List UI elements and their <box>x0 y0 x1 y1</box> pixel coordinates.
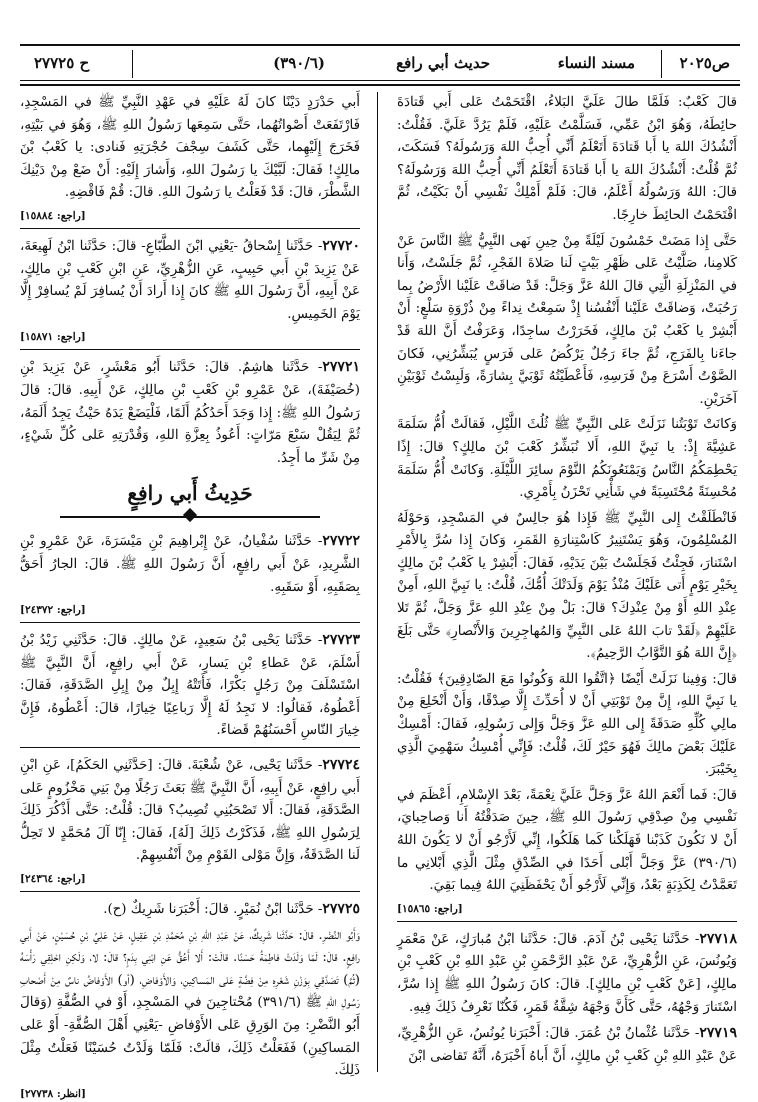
hadith-27718 <box>397 928 737 1019</box>
paragraph: أَبي حَدْرَدٍ دَيْنًا كانَ لَهُ عَلَيْهِ في عَهْدِ النَّبِيِّ ﷺ في المَسْجِدِ، فَارْتَفَعَتْ أَصْواتُهُما، حَتَّى سَمِعَها رَسُولُ اللهِ ﷺ، وَهُوَ في بَيْتِهِ، فَخَرَجَ إِلَيْهِما، حَتَّى كَشَفَ سِجْفَ حُجْرَتِهِ فَنادى: يا كَعْبُ بْنَ مالِكٍ! فَقالَ: لَبَّيْكَ يا رَسُولَ اللهِ، وَأَشارَ إِلَيْهِ: أَنْ ضَعْ مِنْ دَيْنِكَ الشَّطْرَ، قالَ: قَدْ فَعَلْتُ يا رَسُولَ اللهِ. قالَ: قُمْ فَاقْضِهِ. <box>20 95 360 201</box>
paragraph: قالَ: وَفِينا نَزَلَتْ أَيْضًا ﴿اتَّقُوا اللهَ وَكُونُوا مَعَ الصّادِقِينَ﴾ فَقُلْتُ: يا نَبِيَّ اللهِ، إِنَّ مِنْ تَوْبَتِي أَنْ لا أُحَدِّثَ إِلَّا صِدْقًا، وَأَنْ أَنْخَلِعَ مِنْ مالِي كُلِّهِ صَدَقَةً إِلى اللهِ عَزَّ وَجَلَّ وَإِلى رَسُولِهِ، فَقالَ: أَمْسِكْ عَلَيْكَ بَعْضَ مالِكَ فَهُوَ خَيْرٌ لَكَ، قُلْتُ: فَإِنِّي أُمْسِكُ سَهْمِيَ الَّذِي بِخَيْبَرَ. <box>397 671 737 778</box>
page-header <box>20 44 740 86</box>
hadith-title: حديث أبي رافع <box>396 54 490 72</box>
hadith-number: ٢٧٧٢٣ <box>322 632 360 649</box>
hadith-text: - حَدَّثَنا يَحْيى، عَنْ شُعْبَةَ. قالَ: [حَدَّثَنِي الحَكَمُ]، عَنِ ابْنِ أَبي رافِعٍ، عَنْ أَبِيهِ، أَنَّ النَّبِيَّ ﷺ بَعَثَ رَجُلًا مِنْ بَنِي مَخْزُومٍ عَلى الصَّدَقَةِ، فَقالَ: أَلا تَصْحَبُنِي تُصِيبُ؟ قالَ: قُلْتُ: حَتَّى أَذْكُرَ ذَلِكَ لِرَسُولِ اللهِ ﷺ، فَذَكَرْتُ ذَلِكَ [لَهُ]، فَقالَ: إِنّا آلَ مُحَمَّدٍ لا تَحِلُّ لَنا الصَّدَقَةُ، وَإِنَّ مَوْلى القَوْمِ مِنْ أَنْفُسِهِمْ. <box>20 758 360 864</box>
hadith-text: - حَدَّثَنا هاشِمٌ. قالَ: حَدَّثَنا أَبُو مَعْشَرٍ، عَنْ يَزِيدَ بْنِ (خُصَيْفَةَ)، عَنْ عَمْرِو بْنِ كَعْبِ بْنِ مالِكٍ، عَنْ أَبِيهِ. قالَ: قالَ رَسُولُ اللهِ ﷺ: إِذا وَجَدَ أَحَدُكُمُ أَلَمًا، فَلْيَضَعْ يَدَهُ حَيْثُ يَجِدُ أَلَمَهُ، ثُمَّ لِيَقُلْ سَبْعَ مَرّاتٍ: أَعُوذُ بِعِزَّةِ اللهِ، وَقُدْرَتِهِ عَلى كُلِّ شَيْءٍ، مِنْ شَرِّ ما أَجِدُ. <box>20 360 360 466</box>
hadith-text: - حَدَّثَنا سُفْيانُ، عَنْ إِبْراهِيمَ بْنِ مَيْسَرَةَ، عَنْ عَمْرِو بْنِ الشَّرِيدِ، عَنْ أَبي رافِعٍ، أَنَّ رَسُولَ اللهِ ﷺ. قالَ: الجارُ أَحَقُّ بِصَقَبِهِ، أَوْ سَقَبِهِ. <box>20 534 360 595</box>
hadith-27721 <box>20 356 360 470</box>
separator-rule <box>20 349 360 350</box>
page-number: ص٢٠٢٥ <box>679 54 730 72</box>
hadith-27723 <box>20 629 360 743</box>
hadith-text: - حَدَّثَنا يَحْيى بْنُ آدَمَ. قالَ: حَدَّثَنا ابْنُ مُبارَكٍ، عَنْ مَعْمَرٍ وَيُونُسَ، عَنِ الزُّهْرِيِّ، عَنْ عَبْدِ الرَّحْمَنِ بْنِ عَبْدِ اللهِ بْنِ كَعْبِ بْنِ مالِكٍ، [عَنْ كَعْبِ بْنِ مالِكٍ]. قالَ: كانَ رَسُولُ اللهِ ﷺ إِذا سُرَّ، اسْتَنارَ وَجْهُهُ، حَتَّى كَأَنَّ وَجْهَهُ شِقَّةُ قَمَرٍ، فَكُنّا نَعْرِفُ ذَلِكَ فِيهِ. <box>397 931 737 1015</box>
header-separator <box>132 50 133 78</box>
right-column <box>397 92 737 1077</box>
separator-rule <box>20 891 360 892</box>
reference-note: [راجع: ١٥٨٧١] <box>20 331 86 344</box>
reference-note: [راجع: ١٥٨٦٥] <box>397 902 463 915</box>
hadith-text: - حَدَّثَنا ابْنُ نُمَيْرٍ. قالَ: أَخْبَرَنا شَرِيكٌ (ح). <box>103 902 323 918</box>
paragraph: قالَ كَعْبٌ: فَلَمَّا طالَ عَلَيَّ البَلاءُ، اقْتَحَمْتُ عَلى أَبي قَتادَةَ حائِطَهُ، وَهُوَ ابْنُ عَمِّي، فَسَلَّمْتُ عَلَيْهِ، فَلَمْ يَرُدَّ عَلَيَّ. فَقُلْتُ: أَنْشُدُكَ اللهَ يا أَبا قَتادَةَ أَتَعْلَمُ أَنِّي أُحِبُّ اللهَ وَرَسُولَهُ؟ فَسَكَتَ، ثُمَّ قُلْتُ: أَنْشُدُكَ اللهَ يا أَبا قَتادَةَ أَتَعْلَمُ أَنِّي أُحِبُّ اللهَ وَرَسُولَهُ؟ قالَ: اللهُ وَرَسُولُهُ أَعْلَمُ، قالَ: فَلَمْ أَمْلِكْ نَفْسِي أَنْ بَكَيْتُ، ثُمَّ اقْتَحَمْتُ الحائِطَ خارِجًا. <box>397 95 737 223</box>
hadith-text: - حَدَّثَنا يَحْيى بْنُ سَعِيدٍ، عَنْ مالِكٍ. قالَ: حَدَّثَنِي زَيْدُ بْنُ أَسْلَمَ، عَنْ عَطاءِ بْنِ يَسارٍ، عَنْ أَبي رافِعٍ، أَنَّ النَّبِيَّ ﷺ اسْتَسْلَفَ مِنْ رَجُلٍ بَكْرًا، فَأَتَتْهُ إِبِلٌ مِنْ إِبِلِ الصَّدَقَةِ، فَقالَ: أَعْطُوهُ، فَقالُوا: لا نَجِدُ لَهُ إِلَّا رَباعِيًا خِيارًا، قالَ: أَعْطُوهُ، فَإِنَّ خِيارَ النّاسِ أَحْسَنُهُمْ قَضاءً. <box>20 633 360 739</box>
paragraph: وَكانَتْ تَوْبَتُنا نَزَلَتْ عَلى النَّبِيِّ ﷺ ثُلُثَ اللَّيْلِ، فَقالَتْ أُمُّ سَلَمَةَ عَشِيَّةَ إِذْ: يا نَبِيَّ اللهِ، أَلا نُبَشِّرُ كَعْبَ بْنَ مالِكٍ؟ قالَ: إِذًا يَحْطِمَكُمُ النَّاسُ وَيَمْنَعُونَكُمُ النَّوْمَ سائِرَ اللَّيْلَةِ. وَكانَتْ أُمُّ سَلَمَةَ مُحْسِنَةً مُحْتَسِبَةً في شَأْنِي تَحْزَنُ بِأَمْرِي. <box>397 417 737 501</box>
volume-ref: (٣٩٠/٦) <box>273 54 325 72</box>
hadith-number: ٢٧٧٢٤ <box>322 757 360 774</box>
hadith-27724 <box>20 754 360 868</box>
reference-note: [راجع: ٢٤٣٦٤] <box>20 873 86 886</box>
paragraph: وَأَبُو النَّضْرِ. قالَ: حَدَّثَنا شَرِيكٌ، عَنْ عَبْدِ اللهِ بْنِ مُحَمَّدِ بْنِ عَقِيلٍ، عَنْ عَلِيِّ بْنِ حُسَيْنٍ، عَنْ أَبي رافِعٍ. قالَ: لَمّا وَلَدَتْ فاطِمَةُ حَسَنًا. قالَتْ: أَلا أَعُقُّ عَنِ ابْنِي بِدَمٍ؟ قالَ: لا، وَلَكِنِ احْلِقِي رَأْسَهُ (ثُمَّ) تَصَدَّقِي بِوَزْنِ شَعْرِهِ مِنْ فِضَّةٍ عَلى المَساكِينِ، وَالأَوْفاضِ، (أو) الأَوْفاضُ ناسٌ مِنْ أَصْحابِ رَسُولِ اللهِ ﷺ (٣٩١/٦) مُحْتاجِينَ في المَسْجِدِ، أَوْ في الصُّفَّةِ (وَقالَ أَبُو النَّضْرِ: مِنَ الوَرِقِ عَلى الأَوْفاضِ -يَعْنِي أَهْلَ الصُّفَّةِ- أَوْ عَلى المَساكِينِ) فَفَعَلْتُ ذَلِكَ، قالَتْ: فَلَمّا وَلَدْتُ حُسَيْنًا فَعَلْتُ مِثْلَ ذَلِكَ. <box>20 927 360 1079</box>
separator-rule <box>397 921 737 922</box>
paragraph: حَتَّى إِذا مَضَتْ خَمْسُونَ لَيْلَةً مِنْ حِينِ نَهى النَّبِيُّ ﷺ النَّاسَ عَنْ كَلامِنا، صَلَّيْتُ عَلى ظَهْرِ بَيْتٍ لَنا صَلاةَ الفَجْرِ، ثُمَّ جَلَسْتُ، وَأَنا في المَنْزِلَةِ الَّتِي قالَ اللهُ عَزَّ وَجَلَّ: قَدْ ضاقَتْ عَلَيْنا الأَرْضُ بِما رَحُبَتْ، وَضاقَتْ عَلَيْنا أَنْفُسُنا إِذْ سَمِعْتُ نِداءً مِنْ ذُرْوَةِ سَلْعٍ: أَنْ أَبْشِرْ يا كَعْبُ بْنَ مالِكٍ، فَخَرَرْتُ ساجِدًا، وَعَرَفْتُ أَنَّ اللهَ قَدْ جاءَنا بِالفَرَجِ، ثُمَّ جاءَ رَجُلٌ يَرْكُضُ عَلى فَرَسٍ يُبَشِّرُنِي، فَكانَ الصَّوْتُ أَسْرَعَ مِنْ فَرَسِهِ، فَأَعْطَيْتُهُ ثَوْبَيَّ بِشارَةً، وَلَبِسْتُ ثَوْبَيْنِ آخَرَيْنِ. <box>397 233 737 407</box>
header-separator <box>661 50 662 78</box>
separator-rule <box>20 622 360 623</box>
diamond-icon <box>183 508 197 522</box>
hadith-number: ٢٧٧١٩ <box>699 1025 737 1042</box>
hadith-27722 <box>20 530 360 599</box>
hadith-number: ٢٧٧٢٥ <box>322 901 360 918</box>
paragraph: فَانْطَلَقْتُ إِلى النَّبِيِّ ﷺ فَإِذا هُوَ جالِسٌ في المَسْجِدِ، وَحَوْلَهُ المُسْلِمُونَ، وَهُوَ يَسْتَنِيرُ كَاسْتِنارَةِ القَمَرِ، وَكانَ إِذا سُرَّ بِالأَمْرِ اسْتَنارَ، فَجِئْتُ فَجَلَسْتُ بَيْنَ يَدَيْهِ، فَقالَ: أَبْشِرْ يا كَعْبُ بْنَ مالِكٍ بِخَيْرِ يَوْمٍ أَتى عَلَيْكَ مُنْذُ يَوْمَ وَلَدَتْكَ أُمُّكَ، قُلْتُ: يا نَبِيَّ اللهِ، أَمِنْ عِنْدِ اللهِ أَوْ مِنْ عِنْدِكَ؟ قالَ: بَلْ مِنْ عِنْدِ اللهِ عَزَّ وَجَلَّ، ثُمَّ تَلا عَلَيْهِمْ ﴿لَقَدْ تابَ اللهُ عَلى النَّبِيِّ وَالمُهاجِرِينَ وَالأَنْصارِ﴾ حَتَّى بَلَغَ ﴿إِنَّ اللهَ هُوَ التَّوَّابُ الرَّحِيمُ﴾. <box>397 510 737 662</box>
hadith-text: - حَدَّثَنا إِسْحاقُ -يَعْنِي ابْنَ الطَّبّاعِ- قالَ: حَدَّثَنا ابْنُ لَهِيعَةَ، عَنْ يَزِيدَ بْنِ أَبي حَبِيبٍ، عَنِ الزُّهْرِيِّ، عَنِ ابْنِ كَعْبِ بْنِ مالِكٍ، عَنْ أَبِيهِ، أَنَّ رَسُولَ اللهِ ﷺ كانَ إِذا أَرادَ أَنْ يُسافِرَ لَمْ يُسافِرْ إِلَّا يَوْمَ الخَمِيسِ. <box>20 238 360 322</box>
hadith-27719 <box>397 1022 737 1068</box>
section-title: حَدِيثُ أَبي رافِعٍ <box>127 481 253 506</box>
hadith-text: - حَدَّثَنا عُثْمانُ بْنُ عُمَرَ. قالَ: أَخْبَرَنا يُونُسُ، عَنِ الزُّهْرِيِّ، عَنْ عَبْدِ اللهِ بْنِ كَعْبِ بْنِ مالِكٍ، أَنَّ أَباهُ أَخْبَرَهُ، أَنَّهُ تَقاضى ابْنَ <box>397 1026 737 1064</box>
paragraph: قالَ: فَما أَنْعَمَ اللهُ عَزَّ وَجَلَّ عَلَيَّ نِعْمَةً، بَعْدَ الإِسْلامِ، أَعْظَمَ في نَفْسِي مِنْ صِدْقِي رَسُولَ اللهِ ﷺ، حِينَ صَدَقْتُهُ أَنا وَصاحِبايَ، أَنْ لا نَكُونَ كَذَبْنا فَهَلَكْنا كَما هَلَكُوا، إِنِّي لَأَرْجُو أَنْ لا يَكُونَ اللهُ (٣٩٠/٦) عَزَّ وَجَلَّ أَبْلى أَحَدًا في الصِّدْقِ مِثْلَ الَّذِي أَبْلانِي ما تَعَمَّدْتُ لِكَذِبَةٍ بَعْدُ، وَإِنِّي لَأَرْجُو أَنْ يَحْفَظَنِيَ اللهُ فِيما بَقِيَ. <box>397 787 737 894</box>
reference-note: [انظر: ٢٧٧٣٨] <box>20 1087 86 1100</box>
hadith-27725 <box>20 898 360 922</box>
hadith-number: ٢٧٧٢٢ <box>322 533 360 550</box>
left-column <box>20 92 360 1100</box>
hadith-number: ٢٧٧١٨ <box>699 930 737 947</box>
hadith-number: ٢٧٧٢١ <box>322 359 360 376</box>
separator-rule <box>20 228 360 229</box>
musnad-name: مسند النساء <box>557 54 635 72</box>
reference-note: [راجع: ١٥٨٨٤] <box>20 209 86 222</box>
column-divider <box>377 92 378 1072</box>
separator-rule <box>20 747 360 748</box>
hadith-27720 <box>20 235 360 326</box>
title-ornament <box>60 508 320 524</box>
hadith-range: ح ٢٧٧٢٥ <box>34 54 90 72</box>
reference-note: [راجع: ٢٤٣٧٢] <box>20 604 86 617</box>
hadith-number: ٢٧٧٢٠ <box>322 237 360 254</box>
